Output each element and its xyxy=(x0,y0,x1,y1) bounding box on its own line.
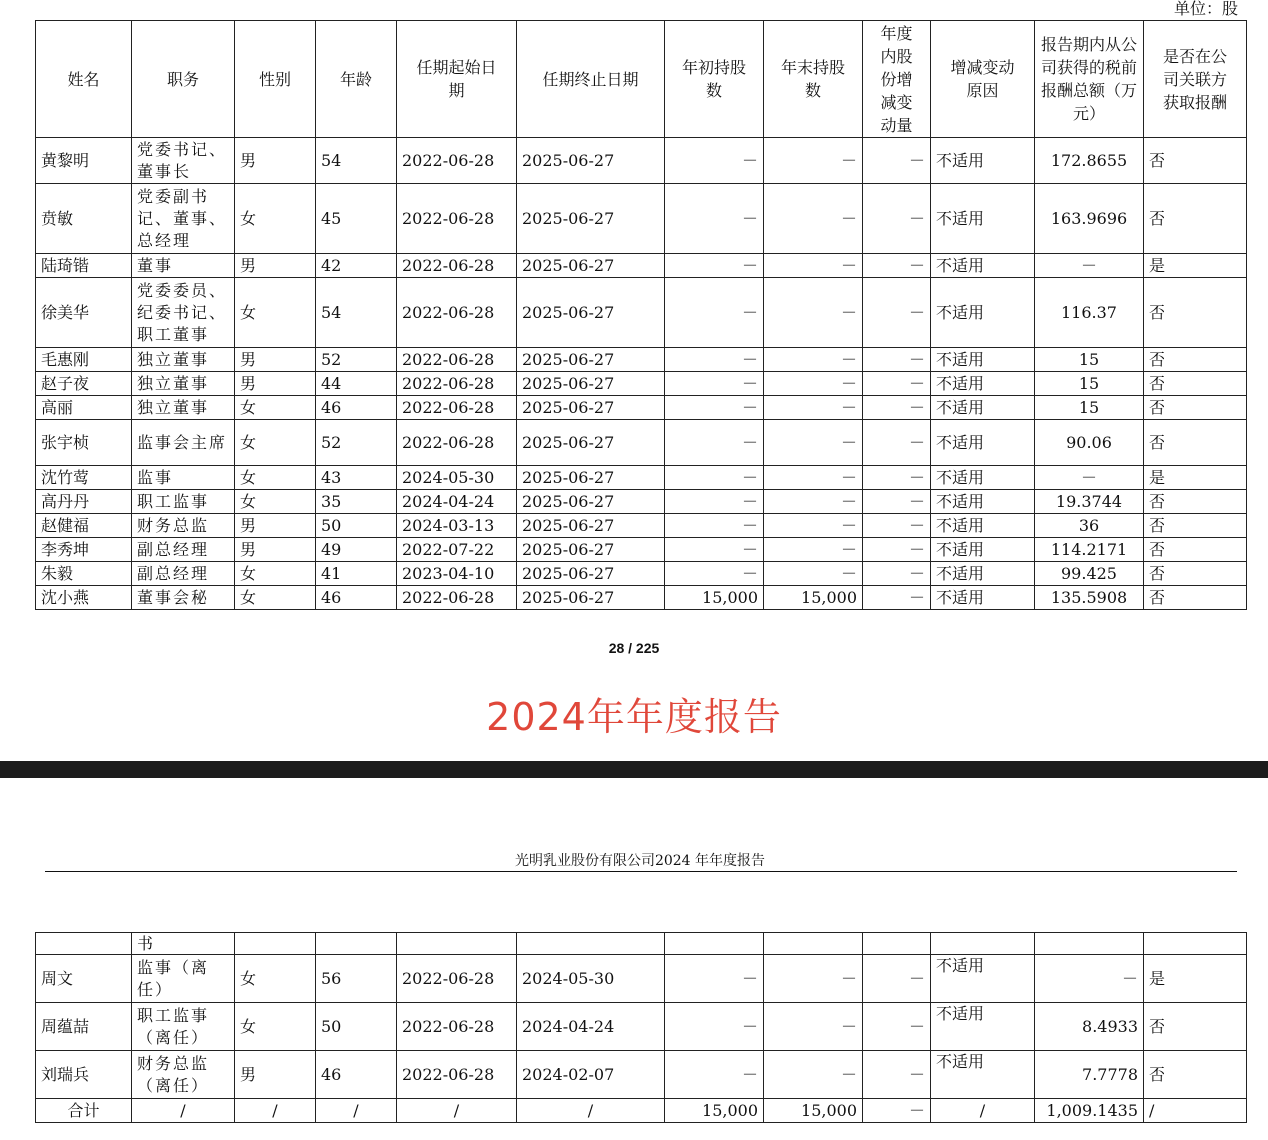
cell-begin-shares: － xyxy=(665,420,764,466)
cell-name: 周文 xyxy=(36,955,132,1003)
cell-reason: 不适用 xyxy=(931,372,1035,396)
cell-pay: 36 xyxy=(1035,514,1144,538)
cell-name: 高丽 xyxy=(36,396,132,420)
header-start: 任期起始日期 xyxy=(397,21,517,138)
cell-change: － xyxy=(863,254,931,278)
header-change: 年度内股份增减变动量 xyxy=(863,21,931,138)
cell-pay: 172.8655 xyxy=(1035,138,1144,184)
cell-end-shares: － xyxy=(764,955,863,1003)
cell-title: 监事（离任） xyxy=(132,955,235,1003)
cell-title: 董事 xyxy=(132,254,235,278)
cell-gender: 女 xyxy=(235,562,316,586)
cell-gender: 女 xyxy=(235,396,316,420)
cell-start: 2022-06-28 xyxy=(397,955,517,1003)
cell-begin-shares: － xyxy=(665,562,764,586)
total-age: / xyxy=(316,1099,397,1123)
cell-gender: 男 xyxy=(235,138,316,184)
cell-title: 财务总监（离任） xyxy=(132,1051,235,1099)
cell-name: 黄黎明 xyxy=(36,138,132,184)
cell-start: 2022-07-22 xyxy=(397,538,517,562)
cell-pay: 99.425 xyxy=(1035,562,1144,586)
cell-begin-shares: － xyxy=(665,955,764,1003)
cell-begin-shares: － xyxy=(665,396,764,420)
cell-end: 2025-06-27 xyxy=(517,254,665,278)
cell-begin-shares: － xyxy=(665,184,764,254)
cell-name: 刘瑞兵 xyxy=(36,1051,132,1099)
cell-end: 2025-06-27 xyxy=(517,184,665,254)
cell-age: 42 xyxy=(316,254,397,278)
cell-related: 是 xyxy=(1144,955,1247,1003)
cell-start: 2024-03-13 xyxy=(397,514,517,538)
cell-age: 49 xyxy=(316,538,397,562)
cell-begin-shares: － xyxy=(665,1051,764,1099)
cell-end-shares: － xyxy=(764,514,863,538)
cell-reason: 不适用 xyxy=(931,538,1035,562)
cell-pay: 116.37 xyxy=(1035,278,1144,348)
header-related: 是否在公司关联方获取报酬 xyxy=(1144,21,1247,138)
continuation-cell: 书 xyxy=(132,933,235,955)
cell-change: － xyxy=(863,138,931,184)
cell-reason: 不适用 xyxy=(931,396,1035,420)
cell-title: 独立董事 xyxy=(132,396,235,420)
cell-related: 否 xyxy=(1144,138,1247,184)
cell-age: 54 xyxy=(316,278,397,348)
cell-related: 否 xyxy=(1144,562,1247,586)
cell-title: 财务总监 xyxy=(132,514,235,538)
cell-related: 否 xyxy=(1144,490,1247,514)
cell-age: 41 xyxy=(316,562,397,586)
cell-gender: 女 xyxy=(235,586,316,610)
cell-gender: 男 xyxy=(235,538,316,562)
cell-end: 2025-06-27 xyxy=(517,538,665,562)
cell-reason: 不适用 xyxy=(931,466,1035,490)
cell-gender: 女 xyxy=(235,466,316,490)
table-row xyxy=(36,184,1247,254)
table-row xyxy=(36,955,1247,1003)
cell-end: 2024-04-24 xyxy=(517,1003,665,1051)
cell-end-shares: － xyxy=(764,138,863,184)
cell-change: － xyxy=(863,184,931,254)
cell-reason: 不适用 xyxy=(931,955,1035,1003)
cell-end: 2025-06-27 xyxy=(517,490,665,514)
cell-begin-shares: 15,000 xyxy=(665,586,764,610)
cell-reason: 不适用 xyxy=(931,278,1035,348)
header-rule xyxy=(45,871,1237,872)
cell-age: 50 xyxy=(316,1003,397,1051)
cell-gender: 女 xyxy=(235,184,316,254)
cell-start: 2022-06-28 xyxy=(397,254,517,278)
cell-related: 否 xyxy=(1144,1051,1247,1099)
cell-start: 2022-06-28 xyxy=(397,586,517,610)
cell-age: 54 xyxy=(316,138,397,184)
cell-end: 2025-06-27 xyxy=(517,562,665,586)
cell-reason: 不适用 xyxy=(931,184,1035,254)
cell-pay: 114.2171 xyxy=(1035,538,1144,562)
cell-pay: － xyxy=(1035,466,1144,490)
table-header-row xyxy=(36,21,1247,138)
cell-gender: 男 xyxy=(235,514,316,538)
total-row xyxy=(36,1099,1247,1123)
cell-pay: 8.4933 xyxy=(1035,1003,1144,1051)
cell-title: 监事会主席 xyxy=(132,420,235,466)
total-end-shares: 15,000 xyxy=(764,1099,863,1123)
cell-age: 35 xyxy=(316,490,397,514)
cell-title: 副总经理 xyxy=(132,562,235,586)
cell-end-shares: － xyxy=(764,254,863,278)
cell-change: － xyxy=(863,514,931,538)
cell-pay: － xyxy=(1035,254,1144,278)
cell-related: 否 xyxy=(1144,1003,1247,1051)
header-title: 职务 xyxy=(132,21,235,138)
page-header: 光明乳业股份有限公司2024 年年度报告 xyxy=(514,853,766,869)
cell-age: 46 xyxy=(316,586,397,610)
header-begin-shares: 年初持股数 xyxy=(665,21,764,138)
table-row xyxy=(36,278,1247,348)
cell-start: 2022-06-28 xyxy=(397,420,517,466)
cell-change: － xyxy=(863,955,931,1003)
cell-gender: 男 xyxy=(235,254,316,278)
cell-gender: 女 xyxy=(235,420,316,466)
table-row xyxy=(36,1003,1247,1051)
cell-age: 43 xyxy=(316,466,397,490)
cell-age: 46 xyxy=(316,1051,397,1099)
cell-related: 否 xyxy=(1144,586,1247,610)
cell-end-shares: － xyxy=(764,538,863,562)
cell-start: 2022-06-28 xyxy=(397,184,517,254)
cell-name: 周蕴喆 xyxy=(36,1003,132,1051)
table-row xyxy=(36,254,1247,278)
cell-pay: 15 xyxy=(1035,396,1144,420)
cell-name: 沈小燕 xyxy=(36,586,132,610)
cell-related: 否 xyxy=(1144,278,1247,348)
table-row xyxy=(36,372,1247,396)
cell-end: 2025-06-27 xyxy=(517,514,665,538)
cell-name: 高丹丹 xyxy=(36,490,132,514)
total-name: 合计 xyxy=(36,1099,132,1123)
cell-gender: 女 xyxy=(235,490,316,514)
table-row xyxy=(36,396,1247,420)
cell-change: － xyxy=(863,396,931,420)
cell-age: 52 xyxy=(316,348,397,372)
cell-related: 否 xyxy=(1144,372,1247,396)
cell-start: 2022-06-28 xyxy=(397,138,517,184)
cell-title: 独立董事 xyxy=(132,372,235,396)
cell-end-shares: － xyxy=(764,490,863,514)
cell-pay: 15 xyxy=(1035,372,1144,396)
cell-begin-shares: － xyxy=(665,348,764,372)
total-start: / xyxy=(397,1099,517,1123)
cell-title: 副总经理 xyxy=(132,538,235,562)
cell-begin-shares: － xyxy=(665,1003,764,1051)
header-pay: 报告期内从公司获得的税前报酬总额（万元） xyxy=(1035,21,1144,138)
cell-change: － xyxy=(863,538,931,562)
cell-reason: 不适用 xyxy=(931,348,1035,372)
cell-reason: 不适用 xyxy=(931,586,1035,610)
cell-name: 李秀坤 xyxy=(36,538,132,562)
cell-reason: 不适用 xyxy=(931,490,1035,514)
page-number: 28 / 225 xyxy=(608,640,660,656)
table-row xyxy=(36,466,1247,490)
cell-end: 2024-05-30 xyxy=(517,955,665,1003)
cell-pay: 135.5908 xyxy=(1035,586,1144,610)
cell-name: 贲敏 xyxy=(36,184,132,254)
cell-title: 董事会秘 xyxy=(132,586,235,610)
cell-change: － xyxy=(863,420,931,466)
cell-end-shares: － xyxy=(764,562,863,586)
cell-start: 2022-06-28 xyxy=(397,1003,517,1051)
cell-end: 2025-06-27 xyxy=(517,420,665,466)
cell-pay: 7.7778 xyxy=(1035,1051,1144,1099)
cell-pay: 90.06 xyxy=(1035,420,1144,466)
continuation-row xyxy=(36,933,1247,955)
total-related: / xyxy=(1144,1099,1247,1123)
cell-reason: 不适用 xyxy=(931,562,1035,586)
cell-start: 2022-06-28 xyxy=(397,372,517,396)
cell-age: 52 xyxy=(316,420,397,466)
cell-name: 沈竹莺 xyxy=(36,466,132,490)
cell-reason: 不适用 xyxy=(931,1051,1035,1099)
cell-name: 毛惠刚 xyxy=(36,348,132,372)
cell-gender: 男 xyxy=(235,348,316,372)
cell-related: 否 xyxy=(1144,396,1247,420)
cell-title: 党委书记、董事长 xyxy=(132,138,235,184)
table-row xyxy=(36,1051,1247,1099)
cell-start: 2022-06-28 xyxy=(397,396,517,420)
cell-begin-shares: － xyxy=(665,490,764,514)
cell-gender: 男 xyxy=(235,372,316,396)
cell-end: 2025-06-27 xyxy=(517,348,665,372)
cell-gender: 男 xyxy=(235,1051,316,1099)
cell-pay: 163.9696 xyxy=(1035,184,1144,254)
unit-label: 单位：股 xyxy=(1173,0,1238,18)
cell-end-shares: － xyxy=(764,1003,863,1051)
cell-start: 2022-06-28 xyxy=(397,278,517,348)
cell-name: 赵子夜 xyxy=(36,372,132,396)
cell-related: 否 xyxy=(1144,348,1247,372)
cell-related: 否 xyxy=(1144,184,1247,254)
cell-pay: 19.3744 xyxy=(1035,490,1144,514)
cell-end: 2025-06-27 xyxy=(517,138,665,184)
watermark-title: 2024年年度报告 xyxy=(486,695,782,739)
cell-change: － xyxy=(863,1003,931,1051)
cell-end-shares: － xyxy=(764,466,863,490)
cell-name: 朱毅 xyxy=(36,562,132,586)
total-change: － xyxy=(863,1099,931,1123)
cell-end-shares: － xyxy=(764,1051,863,1099)
table-row xyxy=(36,348,1247,372)
page-break-bar xyxy=(0,761,1268,778)
header-gender: 性别 xyxy=(235,21,316,138)
total-gender: / xyxy=(235,1099,316,1123)
cell-age: 50 xyxy=(316,514,397,538)
table-row xyxy=(36,514,1247,538)
cell-title: 监事 xyxy=(132,466,235,490)
cell-end: 2025-06-27 xyxy=(517,396,665,420)
cell-end: 2025-06-27 xyxy=(517,278,665,348)
cell-title: 党委副书记、董事、总经理 xyxy=(132,184,235,254)
table-row xyxy=(36,538,1247,562)
cell-begin-shares: － xyxy=(665,466,764,490)
cell-pay: 15 xyxy=(1035,348,1144,372)
cell-pay: － xyxy=(1035,955,1144,1003)
cell-end-shares: 15,000 xyxy=(764,586,863,610)
table-row xyxy=(36,490,1247,514)
cell-related: 是 xyxy=(1144,466,1247,490)
total-reason: / xyxy=(931,1099,1035,1123)
cell-start: 2024-05-30 xyxy=(397,466,517,490)
cell-age: 44 xyxy=(316,372,397,396)
cell-title: 独立董事 xyxy=(132,348,235,372)
table-row xyxy=(36,138,1247,184)
cell-reason: 不适用 xyxy=(931,254,1035,278)
cell-end-shares: － xyxy=(764,396,863,420)
cell-begin-shares: － xyxy=(665,372,764,396)
cell-change: － xyxy=(863,278,931,348)
cell-change: － xyxy=(863,490,931,514)
cell-related: 否 xyxy=(1144,420,1247,466)
cell-begin-shares: － xyxy=(665,254,764,278)
director-compensation-table xyxy=(35,20,1247,610)
cell-name: 陆琦锴 xyxy=(36,254,132,278)
cell-age: 56 xyxy=(316,955,397,1003)
cell-begin-shares: － xyxy=(665,514,764,538)
cell-change: － xyxy=(863,348,931,372)
cell-end-shares: － xyxy=(764,372,863,396)
cell-title: 职工监事 xyxy=(132,490,235,514)
cell-gender: 女 xyxy=(235,1003,316,1051)
cell-change: － xyxy=(863,372,931,396)
cell-gender: 女 xyxy=(235,955,316,1003)
cell-name: 赵健福 xyxy=(36,514,132,538)
total-begin-shares: 15,000 xyxy=(665,1099,764,1123)
cell-reason: 不适用 xyxy=(931,514,1035,538)
table-row xyxy=(36,586,1247,610)
cell-related: 是 xyxy=(1144,254,1247,278)
cell-change: － xyxy=(863,1051,931,1099)
cell-end-shares: － xyxy=(764,278,863,348)
cell-related: 否 xyxy=(1144,514,1247,538)
cell-title: 党委委员、纪委书记、职工董事 xyxy=(132,278,235,348)
cell-end: 2024-02-07 xyxy=(517,1051,665,1099)
header-reason: 增减变动原因 xyxy=(931,21,1035,138)
cell-start: 2022-06-28 xyxy=(397,348,517,372)
cell-age: 46 xyxy=(316,396,397,420)
cell-change: － xyxy=(863,586,931,610)
cell-reason: 不适用 xyxy=(931,138,1035,184)
director-compensation-table-continued xyxy=(35,932,1247,1123)
header-name: 姓名 xyxy=(36,21,132,138)
header-end-shares: 年末持股数 xyxy=(764,21,863,138)
cell-end-shares: － xyxy=(764,184,863,254)
cell-name: 张宇桢 xyxy=(36,420,132,466)
cell-end: 2025-06-27 xyxy=(517,466,665,490)
cell-reason: 不适用 xyxy=(931,420,1035,466)
cell-end-shares: － xyxy=(764,420,863,466)
cell-begin-shares: － xyxy=(665,138,764,184)
cell-start: 2022-06-28 xyxy=(397,1051,517,1099)
cell-end-shares: － xyxy=(764,348,863,372)
cell-start: 2024-04-24 xyxy=(397,490,517,514)
header-age: 年龄 xyxy=(316,21,397,138)
total-end: / xyxy=(517,1099,665,1123)
cell-begin-shares: － xyxy=(665,538,764,562)
cell-change: － xyxy=(863,562,931,586)
cell-end: 2025-06-27 xyxy=(517,586,665,610)
cell-title: 职工监事（离任） xyxy=(132,1003,235,1051)
header-end: 任期终止日期 xyxy=(517,21,665,138)
total-pay: 1,009.1435 xyxy=(1035,1099,1144,1123)
cell-begin-shares: － xyxy=(665,278,764,348)
cell-age: 45 xyxy=(316,184,397,254)
cell-end: 2025-06-27 xyxy=(517,372,665,396)
cell-reason: 不适用 xyxy=(931,1003,1035,1051)
cell-name: 徐美华 xyxy=(36,278,132,348)
total-title: / xyxy=(132,1099,235,1123)
table-row xyxy=(36,420,1247,466)
cell-start: 2023-04-10 xyxy=(397,562,517,586)
cell-related: 否 xyxy=(1144,538,1247,562)
table-row xyxy=(36,562,1247,586)
cell-change: － xyxy=(863,466,931,490)
cell-gender: 女 xyxy=(235,278,316,348)
